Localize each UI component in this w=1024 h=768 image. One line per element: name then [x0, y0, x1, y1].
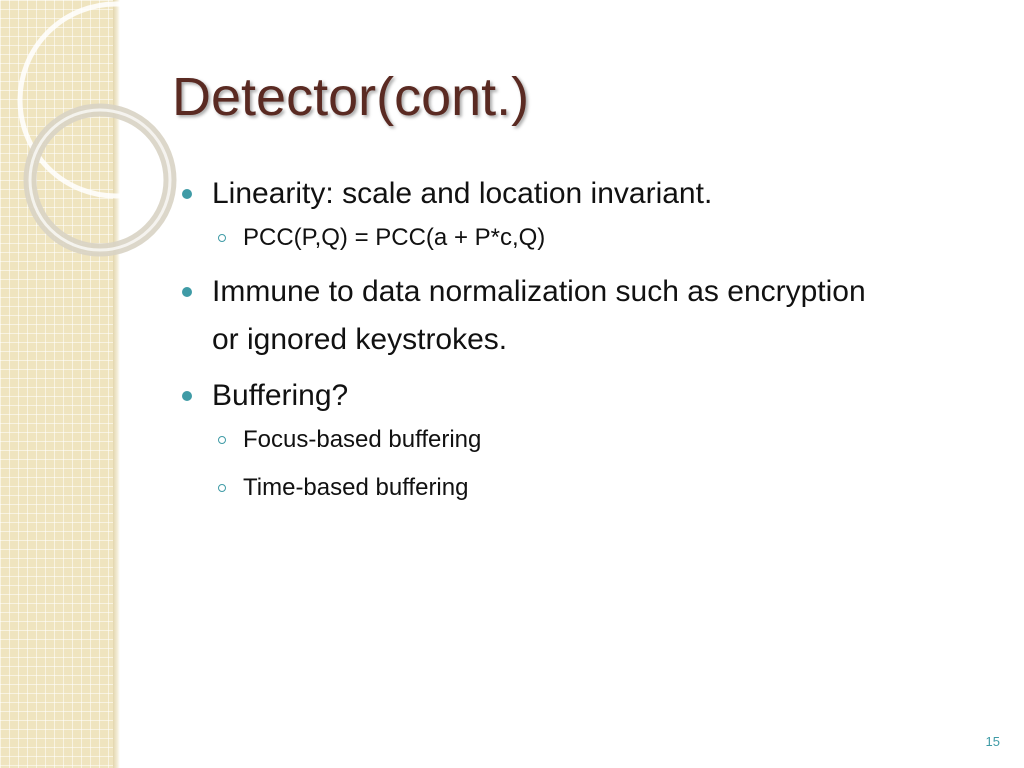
- bullet-item: [182, 268, 872, 364]
- sub-bullet-item: [182, 422, 872, 458]
- bullet-text: Immune to data normalization such as encryption or ignored keystrokes.: [212, 275, 866, 356]
- bullet-text: Buffering?: [212, 379, 349, 412]
- sub-bullet-item: [182, 470, 872, 506]
- bullet-text: Linearity: scale and location invariant.: [212, 177, 713, 210]
- sub-bullet-text: PCC(P,Q) = PCC(a + P*c,Q): [243, 224, 546, 251]
- sub-bullet-ring-icon: [218, 234, 226, 242]
- sub-bullet-ring-icon: [218, 484, 226, 492]
- bullet-dot-icon: [182, 189, 192, 199]
- small-ring-highlight: [30, 110, 170, 250]
- sub-bullet-text: Focus-based buffering: [243, 426, 482, 453]
- bullet-item: [182, 372, 872, 420]
- sub-bullet-item: [182, 220, 872, 256]
- decorative-circles: [0, 0, 200, 300]
- sub-bullet-ring-icon: [218, 436, 226, 444]
- bullet-dot-icon: [182, 391, 192, 401]
- bullet-item: [182, 170, 872, 218]
- slide-title: Detector(cont.): [172, 67, 530, 127]
- sub-bullet-text: Time-based buffering: [243, 474, 469, 501]
- bullet-list: [182, 170, 872, 518]
- bullet-dot-icon: [182, 287, 192, 297]
- page-number: 15: [985, 734, 1000, 749]
